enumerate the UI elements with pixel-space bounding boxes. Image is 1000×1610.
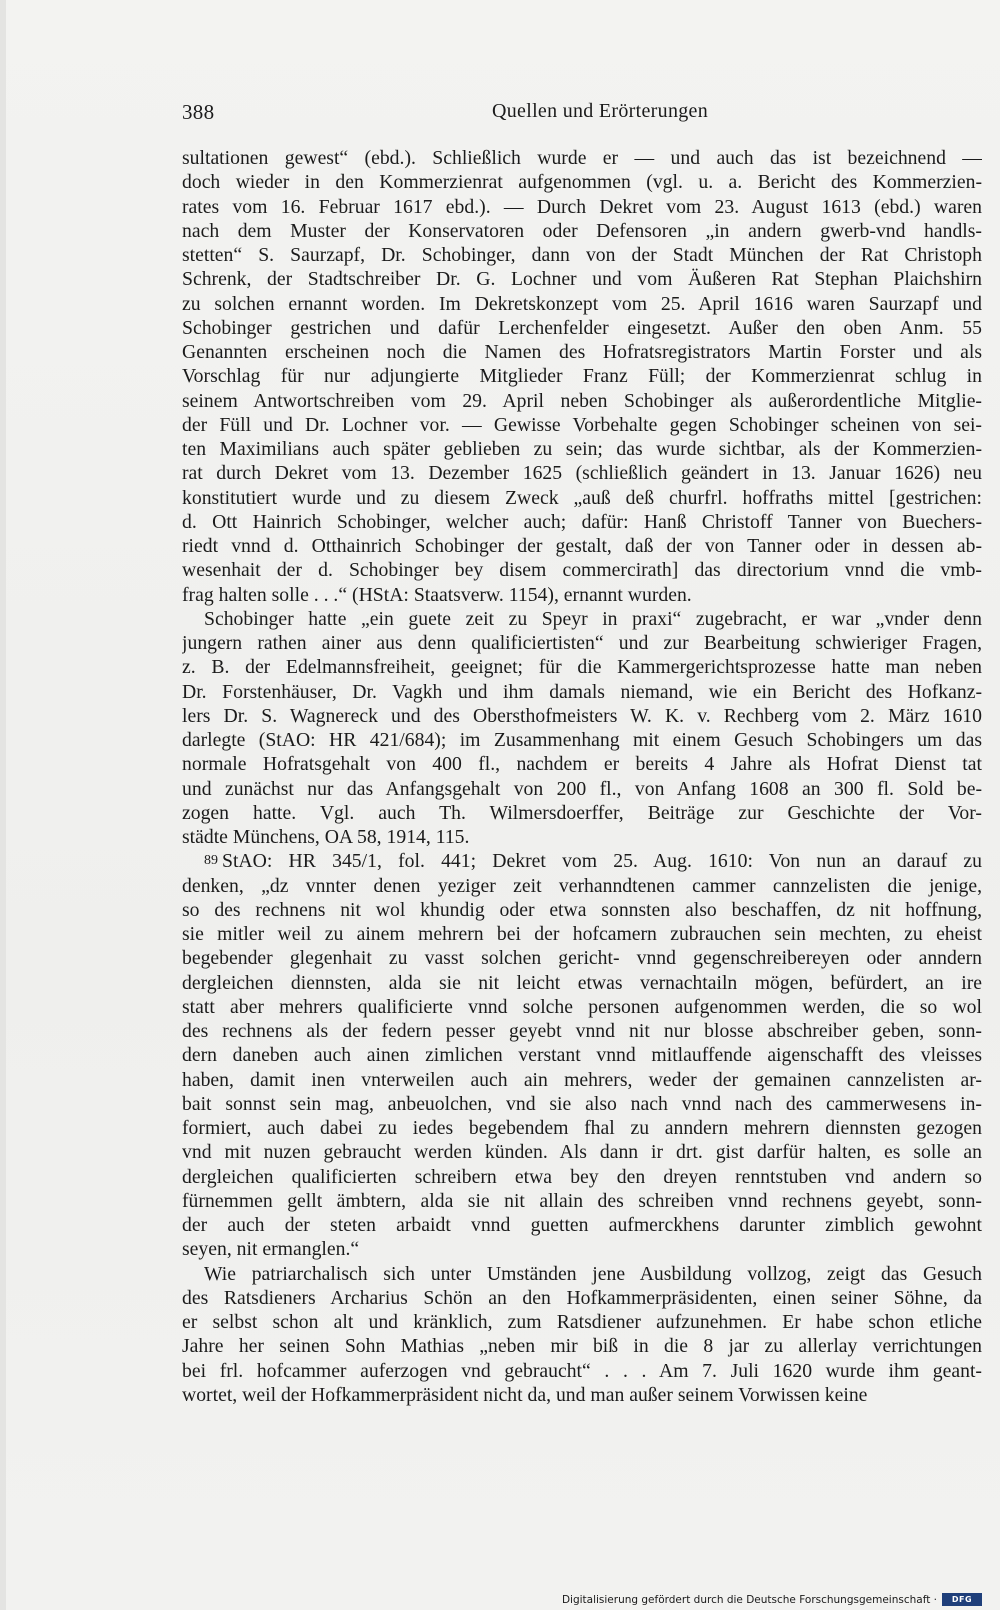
page-number: 388	[182, 100, 215, 124]
text-line	[182, 971, 982, 995]
text-line	[182, 1262, 982, 1286]
text-line	[182, 607, 982, 631]
line-text: formiert, auch dabei zu iedes begebendem fhal zu anndern mehrern diennsten gezogen	[182, 1117, 982, 1139]
line-text: begebender glegenhait zu vasst solchen gericht- vnnd gegenschreibereyen oder anndern	[182, 947, 982, 970]
text-line	[182, 1310, 982, 1334]
line-text: Genannten erscheinen noch die Namen des Hofratsregistrators Martin Forster und als	[182, 341, 982, 363]
text-line	[182, 146, 982, 170]
text-line	[182, 777, 982, 801]
text-line	[182, 655, 982, 679]
text-line	[182, 316, 982, 340]
line-text: Schrenk, der Stadtschreiber Dr. G. Lochner und vom Äußeren Rat Stephan Plaichshirn	[182, 268, 982, 291]
text-line	[182, 898, 982, 922]
text-line	[182, 946, 982, 970]
text-line	[182, 1165, 982, 1189]
text-line	[182, 1359, 982, 1383]
line-text: sultationen gewest“ (ebd.). Schließlich wurde er — und auch das ist bezeichnend —	[182, 147, 982, 169]
running-head: Quellen und Erörterungen	[492, 100, 709, 122]
text-line	[182, 510, 982, 534]
line-text: er selbst schon alt und kränklich, zum Ratsdiener aufzunehmen. Er habe schon etliche	[182, 1311, 982, 1333]
line-text: seyen, nit ermanglen.“	[182, 1238, 360, 1261]
line-text: nach dem Muster der Konservatoren oder Defensoren „in andern gwerb-vnd handls-	[182, 219, 982, 242]
text-line	[182, 825, 982, 849]
line-text: rates vom 16. Februar 1617 ebd.). — Durch Dekret vom 23. August 1613 (ebd.) waren	[182, 195, 982, 218]
text-line	[182, 1334, 982, 1358]
text-line	[182, 680, 982, 704]
text-line	[182, 267, 982, 291]
text-line	[182, 583, 982, 607]
footer-credit: Digitalisierung gefördert durch die Deutsche Forschungsgemeinschaft ·	[561, 1593, 937, 1606]
text-line	[182, 1189, 982, 1213]
line-text: zogen hatte. Vgl. auch Th. Wilmersdoerffer, Beiträge zur Geschichte der Vor-	[182, 801, 982, 824]
text-line	[182, 170, 982, 194]
paragraph-p4	[182, 1262, 982, 1408]
text-line	[182, 1237, 982, 1261]
line-text: dergleichen qualificierten schreibern etwa bey den dreyen renntstuben vnd andern so	[182, 1165, 982, 1188]
line-text: rat durch Dekret vom 13. Dezember 1625 (schließlich geändert in 13. Januar 1626) neu	[182, 462, 982, 485]
page-header	[182, 100, 982, 130]
line-text: der Füll und Dr. Lochner vor. — Gewisse Vorbehalte gegen Schobinger scheinen von sei-	[182, 413, 982, 436]
line-text: dern daneben auch ainen zimlichen verstant vnnd mitlauffende aigenschafft des vleisses	[182, 1044, 982, 1067]
line-text: bait sonnst sein mag, anbeuolchen, vnd sie also nach vnnd nach des cammerwesens in-	[182, 1092, 982, 1115]
line-text: statt aber mehrers qualificierte vnnd solche personen aufgenommen werden, die so wol	[182, 995, 982, 1018]
line-text: frag halten solle . . .“ (HStA: Staatsverw. 1154), ernannt wurden.	[182, 583, 692, 606]
line-text: zu solchen ernannt worden. Im Dekretskonzept vom 25. April 1616 waren Saurzapf und	[182, 292, 982, 315]
line-text: Schobinger gestrichen und dafür Lerchenfelder eingesetzt. Außer den oben Anm. 55	[182, 316, 982, 339]
footnote-marker: 89	[204, 853, 218, 869]
text-line	[182, 364, 982, 388]
text-line	[182, 413, 982, 437]
text-line	[182, 340, 982, 364]
line-text: Wie patriarchalisch sich unter Umständen jene Ausbildung vollzog, zeigt das Gesuch	[204, 1262, 982, 1285]
line-text: Vorschlag für nur adjungierte Mitglieder Franz Füll; der Kommerzienrat schlug in	[182, 365, 982, 388]
line-text: darlegte (StAO: HR 421/684); im Zusammenhang mit einem Gesuch Schobingers um das	[182, 729, 982, 751]
text-line	[182, 1116, 982, 1140]
line-text: doch wieder in den Kommerzienrat aufgenommen (vgl. u. a. Bericht des Kommerzien-	[182, 171, 982, 194]
text-line	[182, 534, 982, 558]
line-text: stetten“ S. Saurzapf, Dr. Schobinger, dann von der Stadt München der Rat Christoph	[182, 244, 982, 266]
text-line	[182, 704, 982, 728]
text-line	[182, 437, 982, 461]
text-line	[182, 801, 982, 825]
text-line	[182, 1068, 982, 1092]
line-text: riedt vnnd d. Otthainrich Schobinger der gestalt, daß der von Tanner oder in dessen ab-	[182, 535, 982, 557]
text-line	[182, 752, 982, 776]
dfg-logo-icon: DFG	[942, 1593, 982, 1606]
paragraph-p3	[182, 849, 982, 1261]
text-line	[182, 922, 982, 946]
line-text: des rechnens als der federn pesser geyebt vnnd nit nur blosse abschreiber geben, sonn-	[182, 1020, 982, 1042]
text-line	[182, 461, 982, 485]
line-text: vnd mit nuzen gebraucht werden künden. Als dann ir drt. gist darfür halten, es solle an	[182, 1141, 982, 1164]
text-line	[182, 195, 982, 219]
line-text: d. Ott Hainrich Schobinger, welcher auch; dafür: Hanß Christoff Tanner von Buechers-	[182, 510, 982, 533]
line-text: normale Hofratsgehalt von 400 fl., nachdem er bereits 4 Jahre als Hofrat Dienst tat	[182, 753, 982, 776]
line-text: Dr. Forstenhäuser, Dr. Vagkh und ihm damals niemand, wie ein Bericht des Hofkanz-	[182, 680, 982, 703]
text-line	[182, 874, 982, 898]
line-text: dergleichen diennsten, alda sie nit leicht etwas vernachtailn mögen, befürdert, an ire	[182, 971, 982, 994]
line-text: der auch der steten arbaidt vnnd guetten aufmerckhens darunter zimblich gewohnt	[182, 1214, 982, 1236]
line-text: haben, damit inen vnterweilen auch ain mehrers, weder der gemainen cannzelisten ar-	[182, 1068, 982, 1091]
text-line	[182, 849, 982, 873]
text-line	[182, 1043, 982, 1067]
line-text: des Ratsdieners Archarius Schön an den Hofkammerpräsidenten, einen seiner Söhne, da	[182, 1286, 982, 1309]
text-line	[182, 631, 982, 655]
text-line	[182, 995, 982, 1019]
line-text: Jahre her seinen Sohn Mathias „neben mir biß in die 8 jar zu allerlay verrichtungen	[182, 1335, 982, 1358]
text-line	[182, 1140, 982, 1164]
line-text: konstitutiert wurde und zu diesem Zweck „auß deß churfrl. hoffraths mittel [gestrichen:	[182, 486, 982, 509]
text-line	[182, 292, 982, 316]
line-text: und zunächst nur das Anfangsgehalt von 200 fl., von Anfang 1608 an 300 fl. Sold be-	[182, 777, 982, 800]
text-line	[182, 243, 982, 267]
line-text: sie mitler weil zu ainem mehrern bei der hofcamern zubrauchen sein mechten, zu eheist	[182, 923, 982, 945]
line-text: wortet, weil der Hofkammerpräsident nicht da, und man außer seinem Vorwissen keine	[182, 1383, 868, 1406]
line-text: Schobinger hatte „ein guete zeit zu Speyr in praxi“ zugebracht, er war „vnder denn	[204, 607, 982, 630]
paragraph-p1	[182, 146, 982, 607]
line-text: so des rechnens nit wol khundig oder etwa sonnsten also beschaffen, dz nit hoffnung,	[182, 898, 982, 921]
paragraph-p2	[182, 607, 982, 850]
text-line	[182, 486, 982, 510]
line-text: seinem Antwortschreiben vom 29. April neben Schobinger als außerordentliche Mitglie-	[182, 389, 982, 412]
line-text: wesenhait der d. Schobinger bey disem commercirath] das directorium vnnd die vmb-	[182, 559, 982, 582]
text-line	[182, 389, 982, 413]
text-line	[182, 1286, 982, 1310]
text-line	[182, 1019, 982, 1043]
line-text: städte Münchens, OA 58, 1914, 115.	[182, 826, 470, 848]
line-text: denken, „dz vnnter denen yeziger zeit verhanndtenen cammer cannzelisten die jenige,	[182, 874, 982, 897]
line-text: jungern rathen ainer aus denn qualificiertisten“ und zur Bearbeitung schwieriger Fragen,	[182, 632, 982, 654]
digitization-footer	[562, 1593, 982, 1606]
text-line	[182, 1092, 982, 1116]
text-line	[182, 219, 982, 243]
text-line	[182, 728, 982, 752]
line-text: z. B. der Edelmannsfreiheit, geeignet; für die Kammergerichtsprozesse hatte man neben	[182, 656, 982, 679]
text-line	[182, 1213, 982, 1237]
line-text: StAO: HR 345/1, fol. 441; Dekret vom 25. Aug. 1610: Von nun an darauf zu	[222, 850, 982, 873]
line-text: bei frl. hofcammer auferzogen vnd gebraucht“ . . . Am 7. Juli 1620 wurde ihm geant-	[182, 1359, 982, 1382]
line-text: lers Dr. S. Wagnereck und des Obersthofmeisters W. K. v. Rechberg vom 2. März 1610	[182, 704, 982, 727]
text-line	[182, 1383, 982, 1407]
page-edge-shadow	[0, 0, 6, 1610]
page-body	[182, 146, 982, 1407]
text-line	[182, 558, 982, 582]
line-text: fürnemmen gellt ämbtern, alda sie nit allain des schreiben vnnd rechnens geyebt, sonn-	[182, 1189, 982, 1212]
line-text: ten Maximilians auch später geblieben zu sein; das wurde sichtbar, als der Kommerzien-	[182, 438, 982, 460]
